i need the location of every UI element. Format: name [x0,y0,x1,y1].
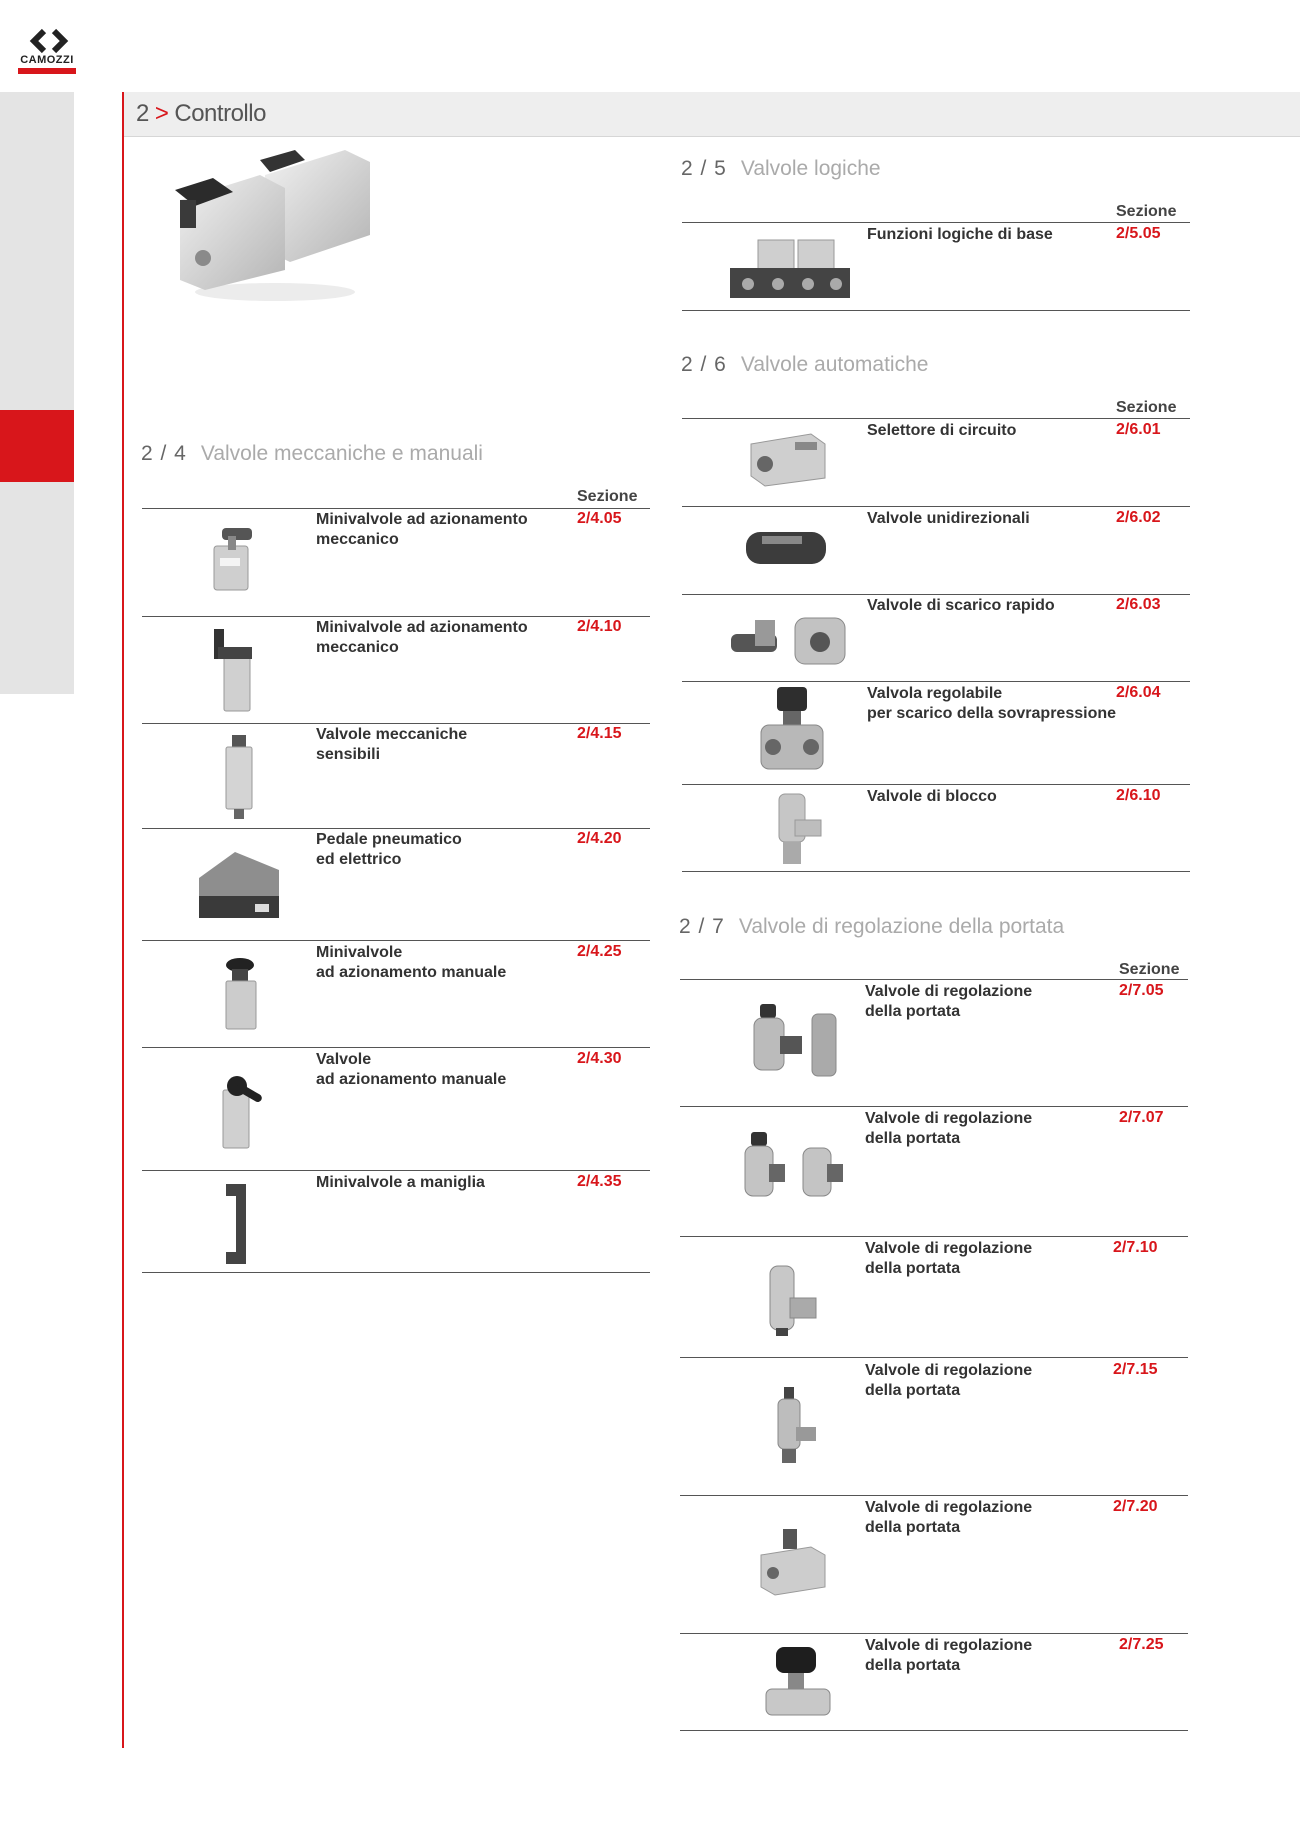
section-title-2-6 [681,353,928,377]
product-image-minivalve-manual [220,955,270,1033]
section-link[interactable]: 2/6.01 [1116,421,1161,438]
divider [682,506,1190,507]
row-label: Minivalvole ad azionamento manuale [316,944,507,981]
section-name: Valvole meccaniche e manuali [200,442,483,465]
row-label: Valvole di regolazione della portata [865,1499,1033,1536]
row-label: Valvole ad azionamento manuale [316,1051,507,1088]
product-image-minivalve-mechanical [200,522,264,602]
section-link[interactable]: 2/7.05 [1119,982,1164,999]
row-label: Funzioni logiche di base [867,226,1053,243]
row-label: Valvole unidirezionali [867,510,1030,527]
logo-text: CAMOZZI [20,54,74,66]
divider [680,979,1188,980]
logo-bar [18,68,76,74]
divider [682,222,1190,223]
product-image-quick-exhaust [725,604,855,672]
section-link[interactable]: 2/5.05 [1116,225,1161,242]
row-label: Minivalvole ad azionamento meccanico [316,511,528,548]
row-label: Valvole di regolazione della portata [865,983,1033,1020]
divider [680,1106,1188,1107]
product-image-sensitive-valve [220,733,260,821]
row-label: Valvole meccaniche sensibili [316,726,468,763]
divider [680,1236,1188,1237]
divider [682,871,1190,872]
product-image-flow-control-6 [760,1643,836,1723]
section-name: Valvole logiche [740,157,881,180]
section-link[interactable]: 2/4.35 [577,1173,622,1190]
row-label: Pedale pneumatico ed elettrico [316,831,462,868]
row-label: Valvole di regolazione della portata [865,1637,1033,1674]
divider [682,310,1190,311]
page-header [124,92,1300,137]
section-link[interactable]: 2/6.04 [1116,684,1161,701]
chapter-number: 2 [136,100,149,127]
divider [680,1633,1188,1634]
page-margin-line [122,92,124,1748]
breadcrumb-separator: > [154,100,169,127]
section-number: 2 / 6 [681,353,727,376]
divider [142,1170,650,1171]
page-title [136,100,266,128]
section-number: 2 / 7 [679,915,725,938]
divider [142,723,650,724]
product-image-pedal [195,848,285,922]
section-title-2-7 [679,915,1064,939]
camozzi-logo [18,28,76,76]
section-number: 2 / 4 [141,442,187,465]
product-image-flow-control-1 [740,1000,850,1082]
section-name: Valvole di regolazione della portata [738,915,1065,938]
row-label: Selettore di circuito [867,422,1017,439]
section-link[interactable]: 2/4.20 [577,830,622,847]
product-image-circuit-selector [745,428,830,490]
row-label: Valvole di regolazione della portata [865,1362,1033,1399]
divider [142,508,650,509]
logo-mark-icon [18,28,76,54]
sezione-header: Sezione [577,488,638,505]
divider [142,940,650,941]
product-image-flow-control-4 [770,1385,820,1467]
row-label: Valvole di blocco [867,788,997,805]
section-link[interactable]: 2/7.25 [1119,1636,1164,1653]
product-image-handle-valve [218,1180,258,1268]
section-name: Valvole automatiche [740,353,929,376]
section-link[interactable]: 2/6.02 [1116,509,1161,526]
divider [142,1272,650,1273]
hero-product-image [175,140,375,305]
side-tab-strip [0,92,74,694]
row-label: Minivalvole a maniglia [316,1174,485,1191]
sezione-header: Sezione [1116,399,1177,416]
section-title-2-5 [681,157,881,181]
divider [682,784,1190,785]
product-image-flow-control-3 [760,1262,824,1338]
row-label: Valvole di regolazione della portata [865,1240,1033,1277]
product-image-logic-valves [728,234,853,304]
product-image-pressure-relief [755,683,830,779]
row-label: Valvola regolabile per scarico della sovrapressione [867,685,1117,722]
row-label: Valvole di regolazione della portata [865,1110,1033,1147]
section-link[interactable]: 2/7.15 [1113,1361,1158,1378]
product-image-blocking-valve [765,790,825,868]
section-link[interactable]: 2/4.25 [577,943,622,960]
side-tab-active [0,410,74,482]
divider [142,828,650,829]
section-number: 2 / 5 [681,157,727,180]
section-link[interactable]: 2/7.20 [1113,1498,1158,1515]
row-label: Valvole di scarico rapido [867,597,1055,614]
section-link[interactable]: 2/4.30 [577,1050,622,1067]
section-link[interactable]: 2/6.03 [1116,596,1161,613]
divider [682,594,1190,595]
divider [682,418,1190,419]
product-image-flow-control-5 [755,1525,831,1601]
section-link[interactable]: 2/4.10 [577,618,622,635]
divider [142,1047,650,1048]
chapter-title: Controllo [174,100,266,127]
product-image-check-valve [740,522,832,572]
section-link[interactable]: 2/7.07 [1119,1109,1164,1126]
section-link[interactable]: 2/4.15 [577,725,622,742]
divider [142,616,650,617]
section-link[interactable]: 2/7.10 [1113,1239,1158,1256]
sezione-header: Sezione [1116,203,1177,220]
section-link[interactable]: 2/6.10 [1116,787,1161,804]
divider [680,1357,1188,1358]
section-title-2-4 [141,442,483,466]
divider [680,1730,1188,1731]
divider [682,681,1190,682]
product-image-manual-valve [215,1068,271,1152]
product-image-minivalve-lever [208,625,264,715]
divider [680,1495,1188,1496]
product-image-flow-control-2 [735,1130,855,1206]
sezione-header: Sezione [1119,961,1180,978]
row-label: Minivalvole ad azionamento meccanico [316,619,528,656]
section-link[interactable]: 2/4.05 [577,510,622,527]
